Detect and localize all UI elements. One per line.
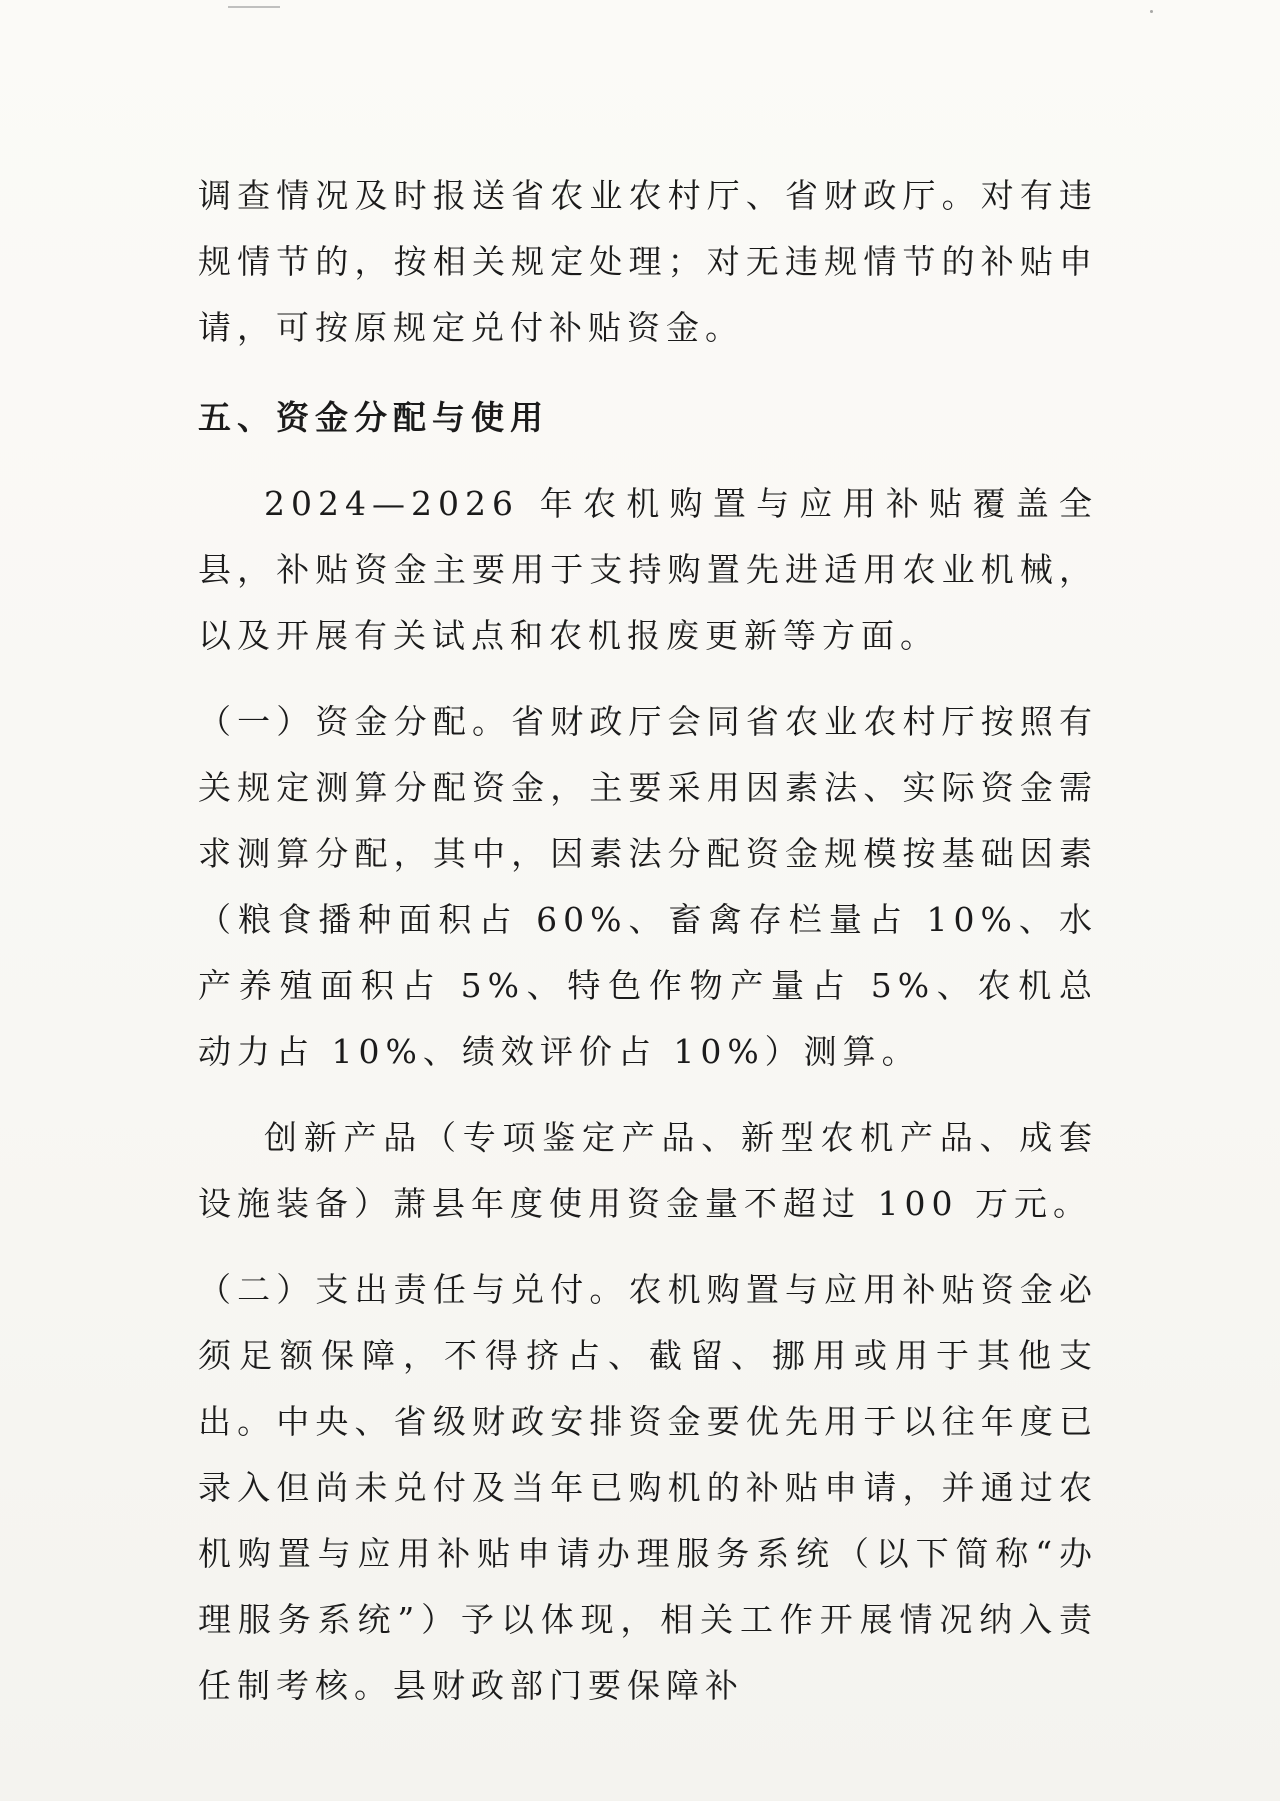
paragraph-innovation-products: 创新产品（专项鉴定产品、新型农机产品、成套设施装备）萧县年度使用资金量不超过 100 万元。: [198, 1118, 1098, 1223]
paragraph-overview: 2024—2026 年农机购置与应用补贴覆盖全县，补贴资金主要用于支持购置先进适用农业机械，以及开展有关试点和农机报废更新等方面。: [198, 484, 1098, 655]
paragraph-expenditure-payment: （二）支出责任与兑付。农机购置与应用补贴资金必须足额保障，不得挤占、截留、挪用或用于其他支出。中央、省级财政安排资金要优先用于以往年度已录入但尚未兑付及当年已购机的补贴申请，并通过农机购置与应用补贴申请办理服务系统（以下简称“办理服务系统”）予以体现，相关工作开展情况纳入责任制考核。县财政部门要保障补: [198, 1270, 1098, 1705]
paragraph-fund-allocation: （一）资金分配。省财政厅会同省农业农村厅按照有关规定测算分配资金，主要采用因素法、实际资金需求测算分配，其中，因素法分配资金规模按基础因素（粮食播种面积占 60%、畜禽存栏量占 10%、水产养殖面积占 5%、特色作物产量占 5%、农机总动力占 10%、绩效评价占 10%）测算。: [198, 702, 1098, 1071]
document-body: [198, 163, 1098, 1719]
paragraph-continuation: 调查情况及时报送省农业农村厅、省财政厅。对有违规情节的，按相关规定处理；对无违规情节的补贴申请，可按原规定兑付补贴资金。: [198, 176, 1098, 347]
scan-artifact-dot: [1150, 10, 1153, 13]
scan-artifact-line: [228, 6, 280, 8]
section-heading: 五、资金分配与使用: [198, 398, 549, 437]
